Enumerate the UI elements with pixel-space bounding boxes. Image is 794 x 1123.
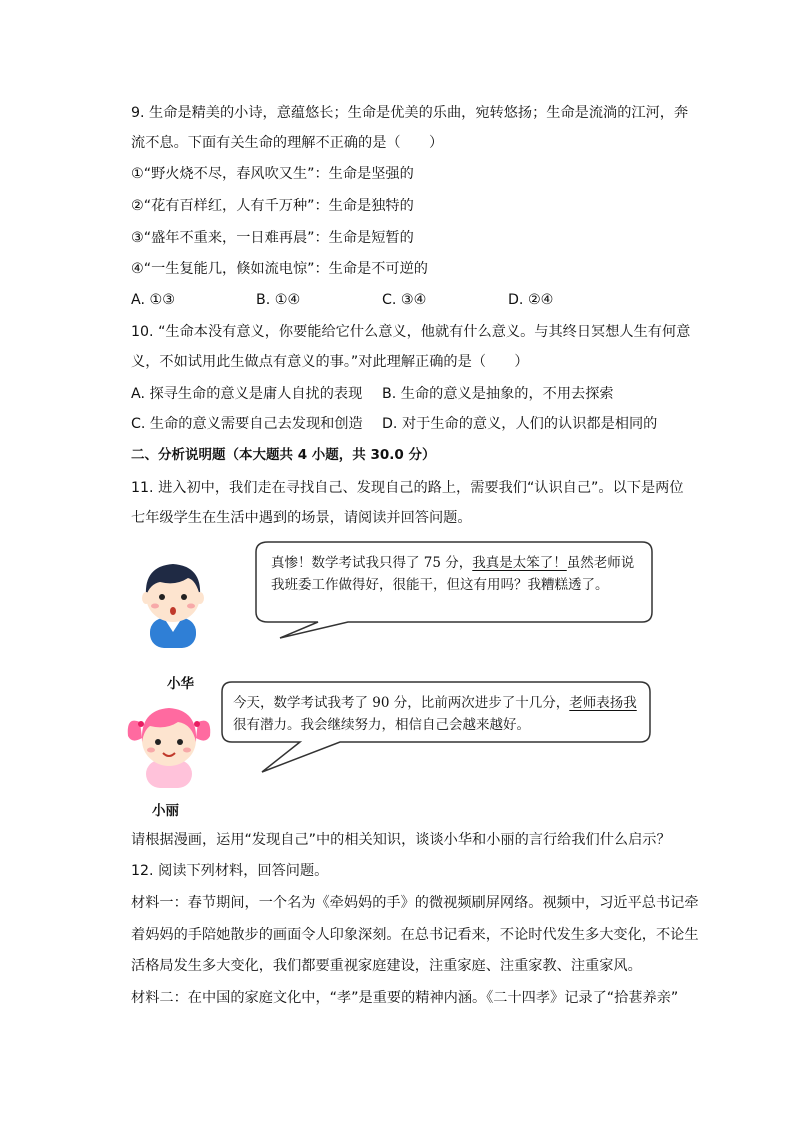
girl-avatar [128, 708, 211, 788]
q9-option-a[interactable]: A. ①③ [131, 292, 175, 308]
q12-material2-line1: 材料二：在中国的家庭文化中，“孝”是重要的精神内涵。《二十四孝》记录了“拾葚养亲” [131, 990, 679, 1006]
boy-name-label: 小华 [167, 676, 194, 692]
q10-option-a[interactable]: A. 探寻生命的意义是庸人自扰的表现 [131, 386, 363, 402]
q10-stem-line2: 义，不如试用此生做点有意义的事。”对此理解正确的是（ ） [131, 354, 529, 370]
q12-stem: 12. 阅读下列材料，回答问题。 [131, 863, 329, 879]
bubble1-text-post: 虽然老师说 [566, 555, 635, 571]
q9-item-4: ④“一生复能几，倏如流电惊”：生命是不可逆的 [131, 261, 428, 277]
bubble1-line2: 我班委工作做得好，很能干，但这有用吗？我糟糕透了。 [271, 577, 609, 593]
bubble1-text-pre: 真惨！数学考试我只得了 75 分， [271, 555, 473, 571]
q9-option-d[interactable]: D. ②④ [508, 292, 554, 308]
q10-option-b[interactable]: B. 生命的意义是抽象的，不用去探索 [382, 386, 614, 402]
q9-stem-line1: 9. 生命是精美的小诗，意蕴悠长；生命是优美的乐曲，宛转悠扬；生命是流淌的江河，奔 [131, 105, 689, 121]
q10-option-c[interactable]: C. 生命的意义需要自己去发现和创造 [131, 416, 363, 432]
q9-stem-line2: 流不息。下面有关生命的理解不正确的是（ ） [131, 135, 444, 151]
q12-material1-line1: 材料一：春节期间，一个名为《牵妈妈的手》的微视频刷屏网络。视频中，习近平总书记牵 [131, 895, 699, 911]
q9-item-3: ③“盛年不重来，一日难再晨”：生命是短暂的 [131, 230, 414, 246]
bubble1-text-underlined: 我真是太笨了！ [472, 555, 567, 571]
q9-item-2: ②“花有百样红，人有千万种”：生命是独特的 [131, 198, 414, 214]
q11-stem-line2: 七年级学生在生活中遇到的场景，请阅读并回答问题。 [131, 510, 472, 526]
bubble2-line1 [233, 692, 637, 714]
bubble1-line1 [271, 552, 634, 574]
q11-stem-line1: 11. 进入初中，我们走在寻找自己、发现自己的路上，需要我们“认识自己”。以下是两位 [131, 480, 684, 496]
girl-name-label: 小丽 [152, 803, 179, 819]
bubble2-line2: 很有潜力。我会继续努力，相信自己会越来越好。 [233, 717, 530, 733]
boy-avatar [142, 564, 204, 648]
q9-option-b[interactable]: B. ①④ [256, 292, 301, 308]
bubble2-text-pre: 今天，数学考试我考了 90 分，比前两次进步了十几分， [233, 695, 570, 711]
section-heading: 二、分析说明题（本大题共 4 小题，共 30.0 分） [131, 447, 436, 463]
q10-stem-line1: 10. “生命本没有意义，你要能给它什么意义，他就有什么意义。与其终日冥想人生有何意 [131, 324, 691, 340]
q12-material1-line2: 着妈妈的手陪她散步的画面令人印象深刻。在总书记看来，不论时代发生多大变化，不论生 [131, 927, 699, 943]
q9-option-c[interactable]: C. ③④ [382, 292, 427, 308]
q11-question: 请根据漫画，运用“发现自己”中的相关知识，谈谈小华和小丽的言行给我们什么启示？ [131, 832, 671, 848]
bubble2-text-underlined: 老师表扬我 [569, 695, 637, 711]
q9-item-1: ①“野火烧不尽，春风吹又生”：生命是坚强的 [131, 166, 414, 182]
q12-material1-line3: 活格局发生多大变化，我们都要重视家庭建设，注重家庭、注重家教、注重家风。 [131, 958, 642, 974]
q10-option-d[interactable]: D. 对于生命的意义，人们的认识都是相同的 [382, 416, 658, 432]
